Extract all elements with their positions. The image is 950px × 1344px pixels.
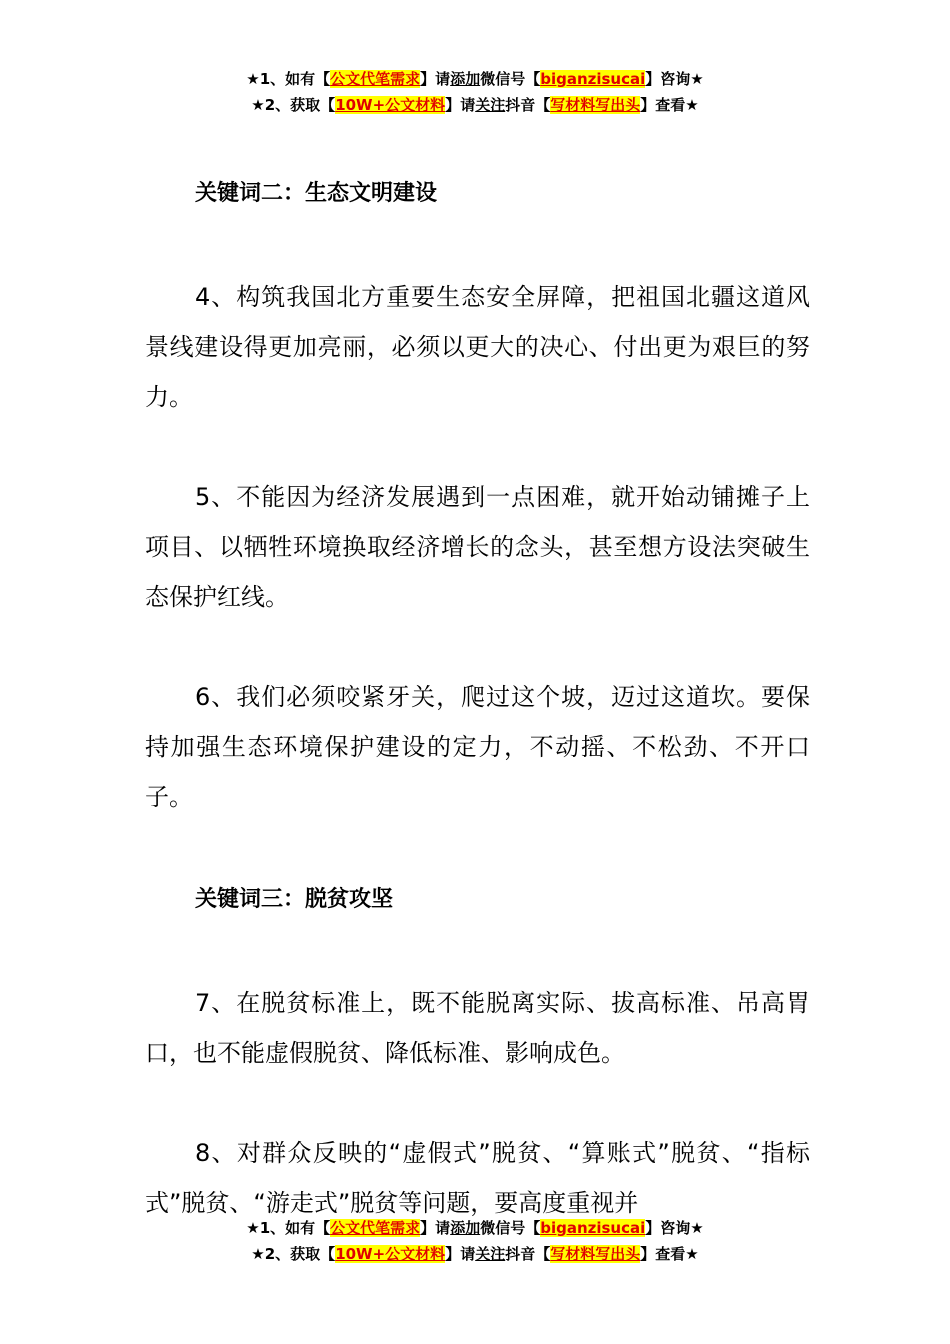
paragraph: 7、在脱贫标准上，既不能脱离实际、拔高标准、吊高胃口，也不能虚假脱贫、降低标准、影响成色。 (145, 989, 810, 1067)
banner-line-1 (0, 66, 950, 92)
banner-text: 抖音【 (505, 1245, 551, 1263)
section-heading: 关键词三：脱贫攻坚 (195, 887, 394, 912)
banner-line-2 (0, 92, 950, 118)
paragraph: 6、我们必须咬紧牙关，爬过这个坡，迈过这道坎。要保持加强生态环境保护建设的定力，不动摇、不松劲、不开口子。 (145, 683, 810, 811)
banner-highlight: 10W+公文材料 (335, 1245, 446, 1263)
banner-text: 微信号【 (480, 1219, 541, 1237)
banner-highlight: biganzisucai (540, 70, 646, 88)
paragraph: 8、对群众反映的“虚假式”脱贫、“算账式”脱贫、“指标式”脱贫、“游走式”脱贫等问题，要高度重视并 (145, 1139, 810, 1217)
banner-underline: 添加 (450, 70, 481, 88)
banner-text: 】咨询★ (645, 1219, 704, 1237)
document-body (145, 172, 810, 1228)
top-banner (0, 66, 950, 118)
banner-underline: 关注 (475, 1245, 506, 1263)
banner-text: ★1、如有【 (246, 1219, 331, 1237)
banner-underline: 添加 (450, 1219, 481, 1237)
banner-text: 】查看★ (640, 96, 699, 114)
banner-text: ★2、获取【 (251, 1245, 336, 1263)
banner-highlight: 写材料写出头 (550, 96, 641, 114)
banner-text: 】查看★ (640, 1245, 699, 1263)
section-heading: 关键词二：生态文明建设 (195, 181, 438, 206)
banner-highlight: 10W+公文材料 (335, 96, 446, 114)
banner-highlight: 公文代笔需求 (330, 70, 421, 88)
bottom-banner (0, 1215, 950, 1267)
banner-text: ★2、获取【 (251, 96, 336, 114)
banner-underline: 关注 (475, 96, 506, 114)
banner-text: 】咨询★ (645, 70, 704, 88)
banner-text: ★1、如有【 (246, 70, 331, 88)
banner-highlight: 公文代笔需求 (330, 1219, 421, 1237)
paragraph: 5、不能因为经济发展遇到一点困难，就开始动铺摊子上项目、以牺牲环境换取经济增长的念头，甚至想方设法突破生态保护红线。 (145, 483, 810, 611)
banner-line-2 (0, 1241, 950, 1267)
banner-text: 】请 (420, 70, 451, 88)
banner-text: 】请 (445, 1245, 476, 1263)
paragraph: 4、构筑我国北方重要生态安全屏障，把祖国北疆这道风景线建设得更加亮丽，必须以更大的决心、付出更为艰巨的努力。 (145, 283, 810, 411)
banner-highlight: biganzisucai (540, 1219, 646, 1237)
banner-text: 】请 (445, 96, 476, 114)
banner-text: 】请 (420, 1219, 451, 1237)
banner-text: 抖音【 (505, 96, 551, 114)
banner-highlight: 写材料写出头 (550, 1245, 641, 1263)
banner-line-1 (0, 1215, 950, 1241)
banner-text: 微信号【 (480, 70, 541, 88)
